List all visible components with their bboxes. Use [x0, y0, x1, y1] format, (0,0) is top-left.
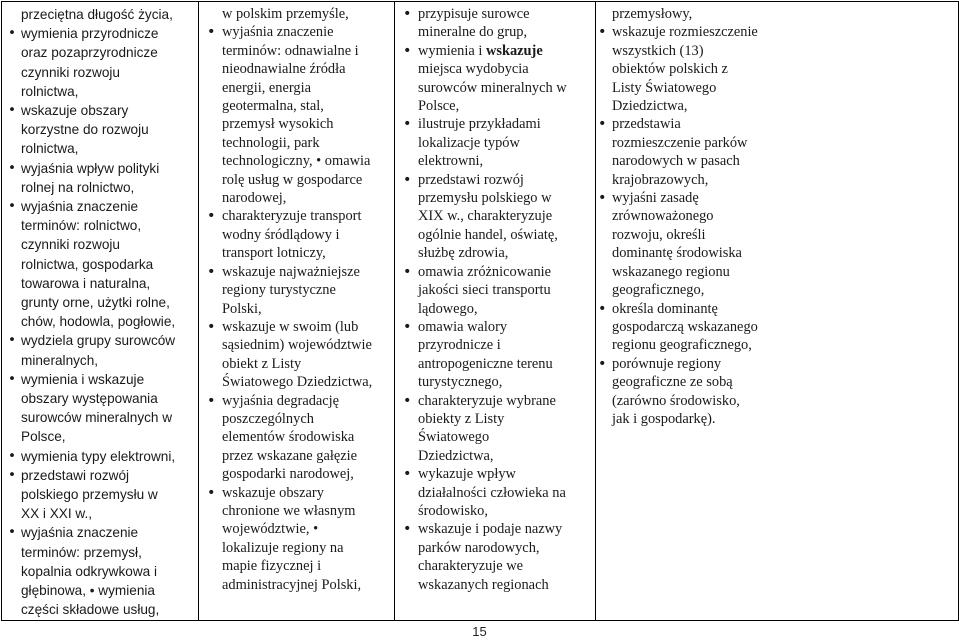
text-line: • wskazuje obszary: [222, 484, 324, 501]
text-line: wodny śródlądowy i: [222, 226, 340, 243]
text-line: XX i XXI w.,: [21, 506, 93, 522]
list-item: [201, 23, 392, 207]
text-line: Światowego Dziedzictwa,: [222, 374, 373, 391]
text-line: • wymienia i wskazuje: [21, 371, 145, 387]
text-line: przez wskazane gałęzie: [222, 447, 358, 464]
text-line: Polski,: [222, 300, 262, 317]
text-line: • wyjaśnia znaczenie: [21, 199, 139, 215]
text-line: • wskazuje obszary: [21, 103, 129, 119]
text-line: • wskazuje i podaje nazwy: [418, 521, 563, 538]
text-line: krajobrazowych,: [612, 171, 709, 188]
list-item: [598, 5, 788, 23]
text-line: głębinowa, • wymienia: [21, 583, 155, 599]
requirements-table: [1, 1, 959, 621]
text-line: • wyjaśnia znaczenie: [21, 525, 139, 541]
bullet-list: [397, 5, 593, 594]
text-line: rozmieszczenie parków: [612, 134, 748, 151]
text-line: obiektów polskich z: [612, 61, 728, 78]
text-line: rozwoju, określi: [612, 226, 706, 243]
list-item: [4, 523, 196, 619]
text-line: oraz pozaprzyrodnicze: [21, 45, 158, 61]
text-line: gospodarki narodowej,: [222, 466, 354, 483]
list-item: [201, 5, 392, 23]
text-line: części składowe usług,: [21, 602, 160, 618]
column-cell-4: [596, 2, 959, 621]
text-line: środowisko,: [418, 502, 488, 519]
list-item: [397, 263, 593, 318]
text-line: • przedstawi rozwój: [418, 171, 524, 188]
text-line: • porównuje regiony: [612, 355, 722, 372]
text-line: obiekt z Listy: [222, 355, 302, 372]
list-item: [4, 197, 196, 331]
page-number: 15: [472, 624, 487, 639]
text-line: zrównoważonego: [612, 208, 714, 225]
text-line: grunty orne, użytki rolne,: [21, 295, 170, 311]
text-line: (zarówno środowisko,: [612, 392, 740, 409]
text-line: • omawia walory: [418, 318, 508, 335]
text-line: lądowego,: [418, 300, 478, 317]
text-line: • przedstawi rozwój: [21, 467, 130, 483]
text-line: Polsce,: [21, 429, 66, 445]
text-line: przemysłowy,: [612, 6, 693, 22]
table-row: [2, 2, 959, 621]
text-line: rolnej na rolnictwo,: [21, 179, 135, 195]
text-line: nieodnawialne źródła: [222, 61, 346, 78]
column-cell-3: [395, 2, 596, 621]
text-line: chów, hodowla, pogłowie,: [21, 314, 176, 330]
text-line: • wykazuje wpływ: [418, 466, 516, 483]
text-line: rolnictwa, gospodarka: [21, 256, 154, 272]
text-line: • wymienia przyrodnicze: [21, 26, 159, 42]
text-line: dominantę środowiska: [612, 245, 742, 262]
text-line: parków narodowych,: [418, 539, 540, 556]
text-line: przyrodnicze i: [418, 337, 501, 354]
list-item: [201, 263, 392, 318]
text-line: wszystkich (13): [612, 42, 704, 59]
text-line: • określa dominantę: [612, 300, 718, 317]
text-line: geograficznego,: [612, 282, 705, 299]
list-item: [397, 171, 593, 263]
list-item: [4, 101, 196, 159]
text-line: • ilustruje przykładami: [418, 116, 541, 133]
list-item: [4, 370, 196, 447]
text-fragment: wymienia i: [418, 42, 486, 59]
text-line: Dziedzictwa,: [612, 98, 688, 115]
text-line: narodowej,: [222, 190, 287, 207]
text-line: charakteryzuje we: [418, 558, 524, 575]
text-line: poszczególnych: [222, 410, 314, 427]
list-item: [598, 189, 788, 299]
text-line: ogólnie handel, oświatę,: [418, 226, 558, 243]
text-line: korzystne do rozwoju: [21, 122, 149, 138]
text-line: geotermalna, stal,: [222, 98, 324, 115]
list-item: [397, 392, 593, 466]
text-line: jak i gospodarkę).: [612, 410, 716, 427]
list-item: [4, 159, 196, 197]
list-item: [397, 318, 593, 392]
text-line: jakości sieci transportu: [418, 282, 551, 299]
text-line: terminów: rolnictwo,: [21, 218, 142, 234]
bullet-list: [201, 5, 392, 594]
text-line: działalności człowieka na: [418, 484, 566, 501]
list-item: [598, 23, 788, 115]
text-line: • wskazuje rozmieszczenie: [612, 24, 758, 41]
text-line: czynniki rozwoju: [21, 237, 120, 253]
text-line: terminów: odnawialne i: [222, 42, 359, 59]
text-line: obiekty z Listy: [418, 410, 505, 427]
text-line: przeciętna długość życia,: [21, 7, 173, 22]
text-line: mineralne do grup,: [418, 24, 528, 41]
text-line: przemysł wysokich: [222, 116, 334, 133]
text-line: czynniki rozwoju: [21, 64, 120, 80]
column-cell-2: [199, 2, 395, 621]
bold-text: wskazuje: [485, 42, 543, 59]
text-line: turystycznego,: [418, 374, 503, 391]
text-line: surowców mineralnych w: [418, 79, 567, 96]
text-line: technologiczny, • omawia: [222, 153, 371, 170]
text-line: • wyjaśnia znaczenie: [222, 24, 334, 41]
text-line: regionu geograficznego,: [612, 337, 752, 354]
text-line: Listy Światowego: [612, 79, 717, 96]
list-item: [598, 355, 788, 429]
text-line: obszary występowania: [21, 391, 158, 407]
text-line: chronione we własnym: [222, 502, 356, 519]
list-item: [201, 318, 392, 392]
text-line: Polsce,: [418, 98, 460, 115]
text-line: lokalizuje regiony na: [222, 539, 344, 556]
text-line: rolę usług w gospodarce: [222, 171, 363, 188]
text-line: Światowego: [418, 429, 490, 446]
text-line: w polskim przemyśle,: [222, 6, 349, 22]
text-line: • wskazuje najważniejsze: [222, 263, 360, 280]
text-line: województwie, •: [222, 521, 319, 538]
text-line: geograficzne ze sobą: [612, 374, 733, 391]
text-line: • omawia zróżnicowanie: [418, 263, 552, 280]
text-line: • wskazuje w swoim (lub: [222, 318, 359, 335]
text-line: administracyjnej Polski,: [222, 576, 362, 593]
list-item: [4, 5, 196, 24]
text-line: wskazanych regionach: [418, 576, 549, 593]
text-line: sąsiednim) województwie: [222, 337, 372, 354]
list-item: [397, 465, 593, 520]
list-item: [4, 331, 196, 369]
text-line: Dziedzictwa,: [418, 447, 494, 464]
text-line: lokalizacje typów: [418, 134, 520, 151]
text-line: elektrowni,: [418, 153, 484, 170]
bullet-list: [4, 5, 196, 620]
list-item: [397, 5, 593, 42]
text-line: polskiego przemysłu w: [21, 487, 158, 503]
text-line: mapie fizycznej i: [222, 558, 322, 575]
text-line: • przypisuje surowce: [418, 6, 530, 22]
text-line: transport lotniczy,: [222, 245, 326, 262]
text-line: mineralnych,: [21, 352, 99, 368]
text-line: surowców mineralnych w: [21, 410, 173, 426]
list-item: [201, 207, 392, 262]
list-item: [397, 42, 593, 116]
list-item: [4, 466, 196, 524]
text-line: wskazanego regionu: [612, 263, 730, 280]
text-line: rolnictwa,: [21, 141, 79, 157]
text-line: • wyjaśnia wpływ polityki: [21, 160, 160, 176]
text-line: służbę zdrowia,: [418, 245, 509, 262]
text-line: • wyjaśni zasadę: [612, 190, 699, 207]
text-line: [418, 42, 593, 60]
list-item: [598, 300, 788, 355]
list-item: [4, 24, 196, 101]
text-line: • wymienia typy elektrowni,: [21, 448, 176, 464]
text-line: technologii, park: [222, 134, 320, 151]
text-line: • wydziela grupy surowców: [21, 333, 176, 349]
bullet-list: [598, 5, 788, 428]
list-item: [397, 115, 593, 170]
text-line: XIX w., charakteryzuje: [418, 208, 553, 225]
text-line: kopalnia odkrywkowa i: [21, 563, 158, 579]
list-item: [397, 520, 593, 594]
text-line: • przedstawia: [612, 116, 681, 133]
text-line: towarowa i naturalna,: [21, 275, 151, 291]
text-line: terminów: przemysł,: [21, 544, 142, 560]
text-line: gospodarczą wskazanego: [612, 318, 758, 335]
text-line: narodowych w pasach: [612, 153, 740, 170]
list-item: [201, 484, 392, 594]
text-line: antropogeniczne terenu: [418, 355, 553, 372]
list-item: [598, 115, 788, 189]
text-line: regiony turystyczne: [222, 282, 336, 299]
list-item: [201, 392, 392, 484]
text-line: • wyjaśnia degradację: [222, 392, 340, 409]
list-item: [4, 447, 196, 466]
text-line: energii, energia: [222, 79, 311, 96]
text-line: miejsca wydobycia: [418, 61, 529, 78]
text-line: elementów środowiska: [222, 429, 355, 446]
column-cell-1: [2, 2, 199, 621]
text-line: • charakteryzuje transport: [222, 208, 362, 225]
text-line: przemysłu polskiego w: [418, 190, 552, 207]
text-line: rolnictwa,: [21, 83, 79, 99]
text-line: • charakteryzuje wybrane: [418, 392, 556, 409]
